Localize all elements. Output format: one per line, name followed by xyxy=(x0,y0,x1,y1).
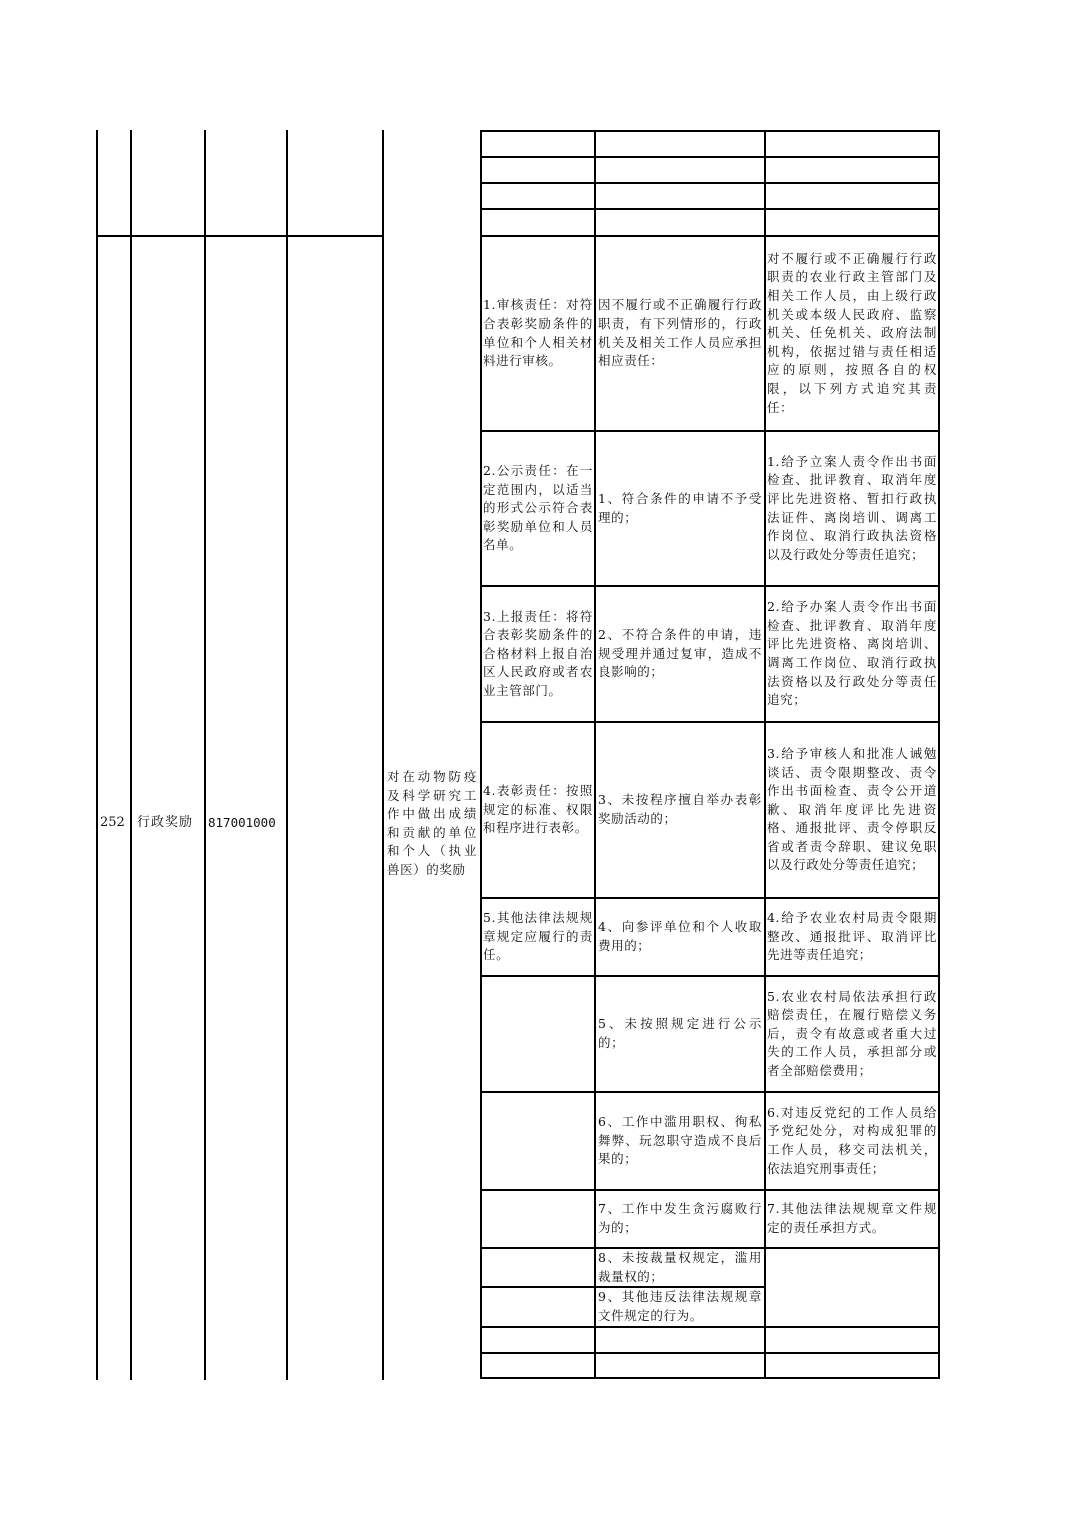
situation-cell xyxy=(598,1191,762,1247)
table-border xyxy=(764,130,766,1379)
accountability-cell xyxy=(767,723,937,897)
table-border xyxy=(480,182,939,184)
responsibility-text: 5.其他法律法规规章规定应履行的责任。 xyxy=(483,910,593,963)
situation-cell xyxy=(598,432,762,585)
accountability-text: 1.给予立案人责令作出书面检查、批评教育、取消年度评比先进资格、暂扣行政执法证件、离岗培训、调离工作岗位、取消行政执法资格以及行政处分等责任追究； xyxy=(767,453,937,562)
table-border xyxy=(480,208,939,210)
table-border xyxy=(204,130,206,1380)
accountability-text: 7.其他法律法规规章文件规定的责任承担方式。 xyxy=(767,1201,937,1235)
situation-cell xyxy=(598,237,762,430)
table-border xyxy=(96,130,98,1380)
table-border xyxy=(382,130,384,1380)
situation-cell xyxy=(598,1093,762,1189)
accountability-text: 2.给予办案人责令作出书面检查、批评教育、取消年度评比先进资格、离岗培训、调离工作岗位、取消行政执法资格以及行政处分等责任追究； xyxy=(767,599,937,708)
table-border xyxy=(130,130,132,1380)
situation-cell xyxy=(598,899,762,975)
situation-cell xyxy=(598,587,762,721)
table-border xyxy=(480,156,939,158)
accountability-cell xyxy=(767,1191,937,1247)
accountability-cell xyxy=(767,432,937,585)
responsibility-cell xyxy=(483,432,593,585)
seq-number: 252 xyxy=(100,815,125,830)
responsibility-cell xyxy=(483,723,593,897)
table-border xyxy=(480,1326,939,1328)
situation-text: 7、工作中发生贪污腐败行为的； xyxy=(598,1201,762,1235)
accountability-cell xyxy=(767,587,937,721)
situation-text: 1、符合条件的申请不予受理的； xyxy=(598,490,762,525)
responsibility-text: 2.公示责任：在一定范围内，以适当的形式公示符合表彰奖励单位和人员名单。 xyxy=(483,463,593,553)
accountability-cell xyxy=(767,977,937,1091)
accountability-cell xyxy=(767,1093,937,1189)
accountability-cell xyxy=(767,237,937,430)
situation-text: 3、未按程序擅自举办表彰奖励活动的； xyxy=(598,792,762,826)
table-border xyxy=(938,130,940,1379)
situation-cell xyxy=(598,977,762,1091)
situation-cell xyxy=(598,723,762,897)
item-name: 对在动物防疫及科学研究工作中做出成绩和贡献的单位和个人（执业兽医）的奖励 xyxy=(387,769,477,877)
accountability-text: 4.给予农业农村局责令限期整改、通报批评、取消评比先进等责任追究； xyxy=(767,910,937,963)
responsibility-text: 4.表彰责任：按照规定的标准、权限和程序进行表彰。 xyxy=(483,783,593,836)
responsibility-text: 1.审核责任：对符合表彰奖励条件的单位和个人相关材料进行审核。 xyxy=(483,297,593,369)
accountability-text: 3.给予审核人和批准人诫勉谈话、责令限期整改、责令作出书面检查、责令公开道歉、取消年度评比先进资格、通报批评、责令停职反省或者责令辞职、建议免职以及行政处分等责任追究； xyxy=(767,745,937,873)
situation-text: 9、其他违反法律法规规章文件规定的行为。 xyxy=(598,1289,762,1323)
situation-cell xyxy=(598,1288,762,1326)
situation-text: 因不履行或不正确履行行政职责，有下列情形的，行政机关及相关工作人员应承担相应责任： xyxy=(598,297,762,369)
accountability-text: 6.对违反党纪的工作人员给予党纪处分，对构成犯罪的工作人员，移交司法机关，依法追究刑事责任； xyxy=(767,1104,937,1176)
category-label: 行政奖励 xyxy=(137,815,194,830)
responsibility-cell xyxy=(483,237,593,430)
accountability-text: 5.农业农村局依法承担行政赔偿责任，在履行赔偿义务后，责令有故意或者重大过失的工作人员，承担部分或者全部赔偿费用； xyxy=(767,988,937,1078)
table-border xyxy=(480,1377,939,1379)
item-code: 817001000 xyxy=(208,815,276,830)
responsibility-cell xyxy=(483,899,593,975)
situation-text: 5、未按照规定进行公示的； xyxy=(598,1016,762,1050)
situation-text: 4、向参评单位和个人收取费用的； xyxy=(598,919,762,953)
table-border xyxy=(480,1352,939,1354)
situation-text: 6、工作中滥用职权、徇私舞弊、玩忽职守造成不良后果的； xyxy=(598,1114,762,1167)
table-border xyxy=(286,130,288,1380)
accountability-text: 对不履行或不正确履行行政职责的农业行政主管部门及相关工作人员，由上级行政机关或本级人民政府、监察机关、任免机关、政府法制机构，依据过错与责任相适应的原则，按照各自的权限，以下列方式追究其责任： xyxy=(767,250,937,415)
responsibility-cell xyxy=(483,587,593,721)
situation-cell xyxy=(598,1249,762,1286)
table-border xyxy=(96,235,382,237)
table-border xyxy=(764,1247,939,1249)
situation-text: 8、未按裁量权规定，滥用裁量权的； xyxy=(598,1249,762,1284)
responsibility-text: 3.上报责任：将符合表彰奖励条件的合格材料上报自治区人民政府或者农业主管部门。 xyxy=(483,608,593,698)
situation-text: 2、不符合条件的申请，违规受理并通过复审，造成不良影响的； xyxy=(598,627,762,680)
table-border xyxy=(480,130,482,1379)
table-border xyxy=(480,130,939,132)
table-border xyxy=(594,130,596,1379)
accountability-cell xyxy=(767,899,937,975)
